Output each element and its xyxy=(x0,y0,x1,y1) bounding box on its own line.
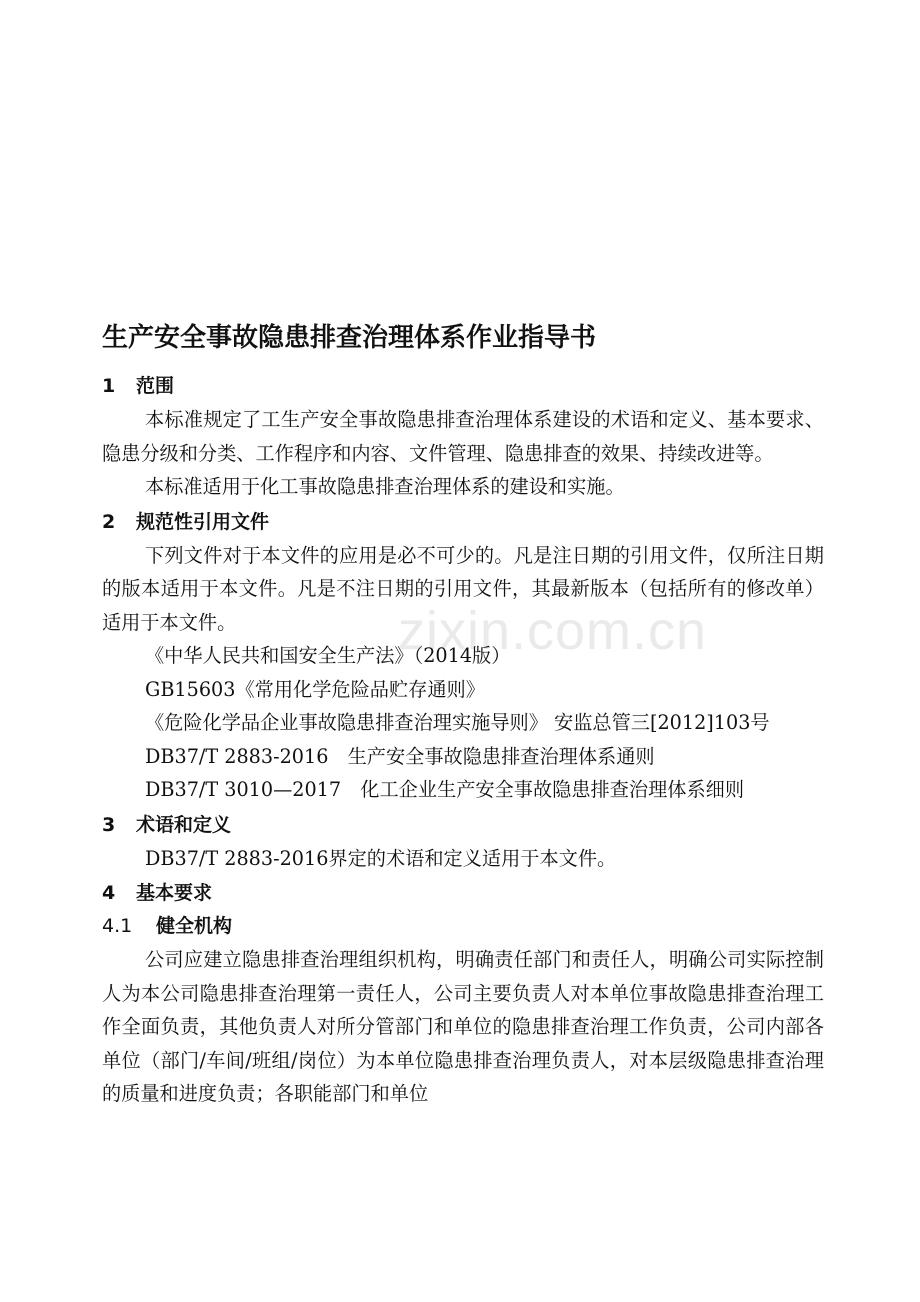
paragraph: 公司应建立隐患排查治理组织机构，明确责任部门和责任人，明确公司实际控制人为本公司隐患排查治理第一责任人，公司主要负责人对本单位事故隐患排查治理工作全面负责，其他负责人对所分管部门和单位的隐患排查治理工作负责，公司内部各单位（部门/车间/班组/岗位）为本单位隐患排查治理负责人，对本层级隐患排查治理的质量和进度负责；各职能部门和单位 xyxy=(102,948,824,1105)
section-3 xyxy=(102,809,824,876)
section-title: 术语和定义 xyxy=(136,813,232,836)
subsection-number: 4.1 xyxy=(102,915,133,937)
section-number: 1 xyxy=(102,375,116,397)
paragraph: 下列文件对于本文件的应用是必不可少的。凡是注日期的引用文件，仅所注日期的版本适用于本文件。凡是不注日期的引用文件，其最新版本（包括所有的修改单）适用于本文件。 xyxy=(102,543,824,634)
reference-item: DB37/T 3010—2017 化工企业生产安全事故隐患排查治理体系细则 xyxy=(145,778,745,801)
reference-item: 《中华人民共和国安全生产法》（2014版） xyxy=(145,644,511,667)
section-title: 规范性引用文件 xyxy=(136,510,270,533)
section-heading xyxy=(102,370,824,403)
subsection-title: 健全机构 xyxy=(156,915,233,937)
section-number: 3 xyxy=(102,813,116,836)
section-heading xyxy=(102,809,824,842)
reference-item: 《危险化学品企业事故隐患排查治理实施导则》 安监总管三[2012]103号 xyxy=(145,711,770,734)
paragraph: 本标准规定了工生产安全事故隐患排查治理体系建设的术语和定义、基本要求、隐患分级和分类、工作程序和内容、文件管理、隐患排查的效果、持续改进等。 xyxy=(102,408,824,465)
section-title: 基本要求 xyxy=(136,882,213,904)
document-page xyxy=(102,318,824,1111)
section-1 xyxy=(102,370,824,504)
section-heading xyxy=(102,877,824,910)
subsection-heading xyxy=(102,910,824,943)
paragraph: DB37/T 2883-2016界定的术语和定义适用于本文件。 xyxy=(145,846,617,870)
document-title: 生产安全事故隐患排查治理体系作业指导书 xyxy=(102,323,597,353)
watermark: zixin.com.cn xyxy=(398,601,708,661)
section-number: 2 xyxy=(102,510,116,533)
paragraph: 本标准适用于化工事故隐患排查治理体系的建设和实施。 xyxy=(145,475,625,498)
reference-item: GB15603《常用化学危险品贮存通则》 xyxy=(145,677,485,701)
section-number: 4 xyxy=(102,882,116,904)
reference-item: DB37/T 2883-2016 生产安全事故隐患排查治理体系通则 xyxy=(145,744,655,768)
section-heading xyxy=(102,506,824,539)
section-4 xyxy=(102,877,824,1111)
section-2 xyxy=(102,506,824,807)
section-title: 范围 xyxy=(136,375,175,397)
